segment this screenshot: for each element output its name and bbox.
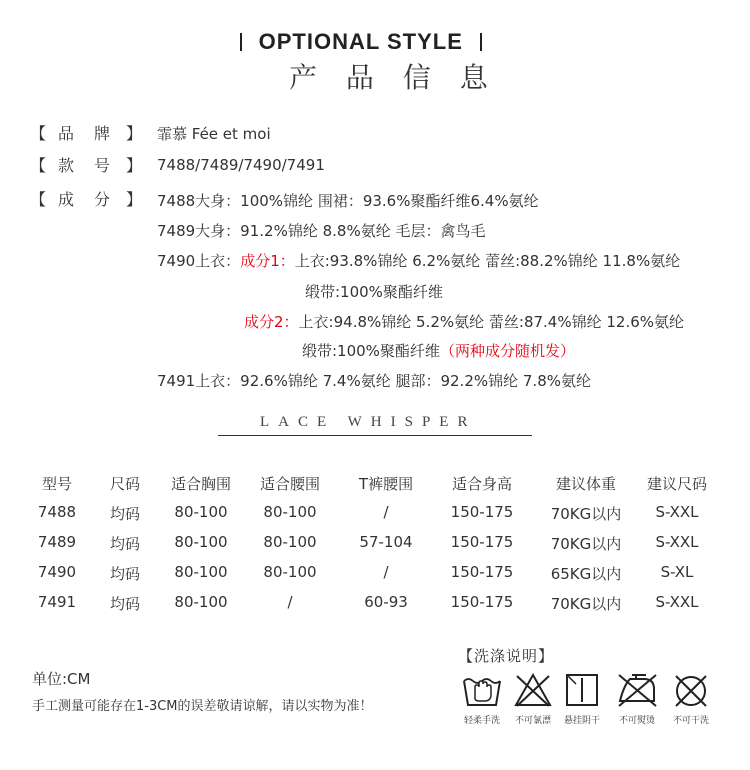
- care-title: 【洗涤说明】: [458, 647, 555, 665]
- table-cell: 70KG以内: [550, 505, 622, 523]
- table-header-cell: T裤腰围: [358, 475, 414, 493]
- table-cell: 150-175: [450, 563, 514, 581]
- table-header-cell: 型号: [41, 475, 72, 493]
- composition-7490-prefix: 7490上衣：: [157, 252, 241, 270]
- table-cell: 7489: [37, 533, 77, 551]
- table-cell: 80-100: [174, 593, 228, 611]
- composition-line-7488: 7488大身：100%锦纶 围裙：93.6%聚酯纤维6.4%氨纶: [157, 192, 539, 210]
- table-cell: 150-175: [450, 533, 514, 551]
- composition-7490-option1-text: 上衣:93.8%锦纶 6.2%氨纶 蕾丝:88.2%锦纶 11.8%氨纶: [294, 252, 681, 270]
- no-bleach-label: 不可氯漂: [514, 716, 551, 726]
- table-cell: 7490: [37, 563, 77, 581]
- table-header-cell: 适合身高: [451, 475, 512, 493]
- table-cell: /: [287, 593, 293, 611]
- table-cell: S-XXL: [655, 503, 699, 521]
- model-value: 7488/7489/7490/7491: [157, 156, 325, 174]
- composition-ribbon2-text: 缎带:100%聚酯纤维: [302, 342, 440, 360]
- table-cell: 7491: [37, 593, 77, 611]
- table-cell: 80-100: [263, 533, 317, 551]
- table-cell: 65KG以内: [550, 565, 622, 583]
- table-cell: 80-100: [174, 563, 228, 581]
- table-cell: 80-100: [174, 503, 228, 521]
- no-iron-label: 不可熨烫: [618, 716, 655, 726]
- table-header-cell: 尺码: [109, 475, 140, 493]
- hand-wash-icon: [462, 673, 502, 707]
- random-composition-note: （两种成分随机发）: [439, 342, 575, 360]
- table-cell: S-XL: [660, 563, 694, 581]
- table-cell: 70KG以内: [550, 595, 622, 613]
- no-dry-clean-icon: [673, 673, 709, 709]
- composition-label: 【 成 分 】: [30, 190, 143, 209]
- unit-note: 单位:CM: [32, 670, 91, 688]
- no-bleach-icon: [514, 673, 552, 707]
- composition-7490-option2-text: 上衣:94.8%锦纶 5.2%氨纶 蕾丝:87.4%锦纶 12.6%氨纶: [298, 313, 685, 331]
- composition-line-7491: 7491上衣：92.6%锦纶 7.4%氨纶 腿部：92.2%锦纶 7.8%氨纶: [157, 372, 591, 390]
- composition-option-1: 成分1：: [240, 252, 295, 270]
- composition-line-7489: 7489大身：91.2%锦纶 8.8%氨纶 毛层：禽鸟毛: [157, 222, 486, 240]
- table-cell: /: [383, 503, 389, 521]
- brand-value: 霏慕 Fée et moi: [157, 125, 271, 143]
- table-header-cell: 适合胸围: [170, 475, 231, 493]
- table-header-cell: 建议体重: [555, 475, 616, 493]
- no-dry-clean-label: 不可干洗: [672, 716, 709, 726]
- table-cell: 均码: [109, 565, 140, 583]
- brand-label: 【 品 牌 】: [30, 124, 143, 143]
- table-cell: S-XXL: [655, 533, 699, 551]
- hand-wash-label: 轻柔手洗: [463, 716, 500, 726]
- hang-dry-label: 悬挂阴干: [563, 716, 600, 726]
- table-cell: 80-100: [263, 503, 317, 521]
- lace-whisper-divider-text: LACE WHISPER: [260, 414, 477, 430]
- table-cell: 均码: [109, 595, 140, 613]
- composition-line-7490-ribbon1: 缎带:100%聚酯纤维: [305, 283, 443, 301]
- table-cell: 60-93: [364, 593, 408, 611]
- table-cell: /: [383, 563, 389, 581]
- table-header-cell: 建议尺码: [646, 475, 707, 493]
- table-cell: 均码: [109, 505, 140, 523]
- header-title: OPTIONAL STYLE: [258, 29, 463, 54]
- hang-dry-shade-icon: [566, 674, 598, 706]
- composition-option-2: 成分2：: [244, 313, 299, 331]
- table-header-cell: 适合腰围: [259, 475, 320, 493]
- header-subtitle: 产 品 信 息: [289, 61, 498, 94]
- table-cell: 150-175: [450, 593, 514, 611]
- table-cell: 7488: [37, 503, 77, 521]
- model-label: 【 款 号 】: [30, 156, 143, 175]
- table-cell: 70KG以内: [550, 535, 622, 553]
- table-cell: 均码: [109, 535, 140, 553]
- table-cell: 57-104: [359, 533, 413, 551]
- table-cell: 80-100: [263, 563, 317, 581]
- table-cell: 80-100: [174, 533, 228, 551]
- table-cell: S-XXL: [655, 593, 699, 611]
- table-cell: 150-175: [450, 503, 514, 521]
- no-iron-icon: [616, 673, 658, 707]
- measurement-disclaimer: 手工测量可能存在1-3CM的误差敬请谅解，请以实物为准！: [32, 699, 373, 714]
